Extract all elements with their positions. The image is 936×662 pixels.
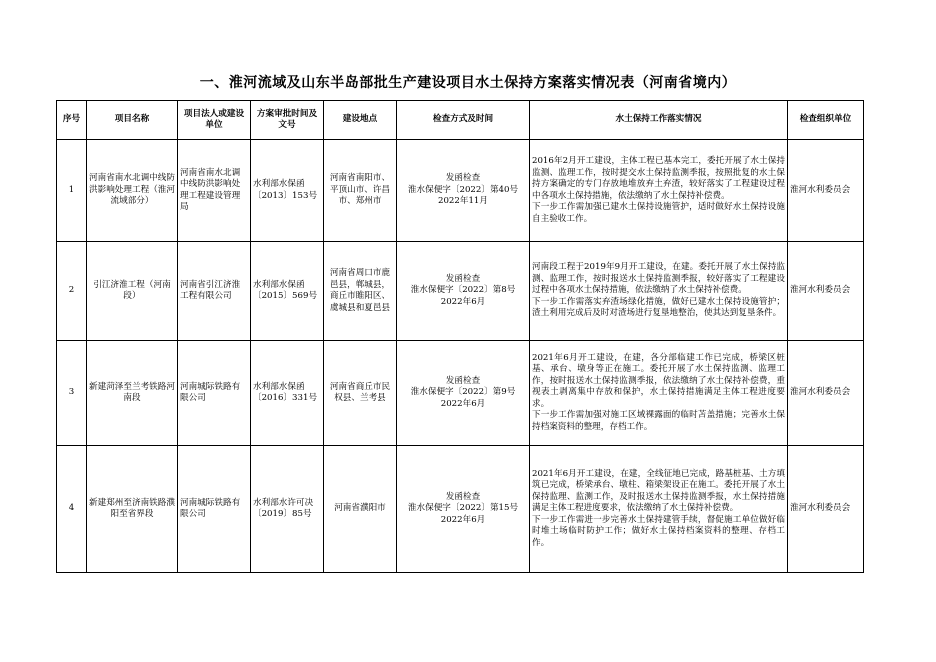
cell-status: [530, 341, 788, 446]
method-doc: 淮水保便字〔2022〕第40号: [407, 184, 519, 195]
status-paragraph: 2016年2月开工建设，主体工程已基本完工，委托开展了水土保持监测、监理工作，按时提交水土保持监测季报，按照批复的水土保持方案确定的专门存放地堆放弃土弃渣，较好落实了工程建设过程中各项水土保持措施，依法缴纳了水土保持补偿费。: [532, 156, 785, 201]
cell-org: 淮河水利委员会: [788, 242, 864, 341]
cell-location: 河南省周口市鹿邑县，郸城县，商丘市睢阳区、虞城县和夏邑县: [324, 242, 397, 341]
header-no: 序号: [57, 101, 87, 140]
cell-approval: 水利部水许可决〔2019〕85号: [251, 446, 324, 573]
table-row: [57, 446, 864, 573]
method-type: 发函检查: [445, 491, 481, 502]
header-approval: 方案审批时间及文号: [251, 101, 324, 140]
header-name: 项目名称: [87, 101, 178, 140]
method-type: 发函检查: [445, 375, 481, 386]
cell-method: [397, 242, 530, 341]
method-date: 2022年6月: [440, 398, 486, 409]
status-next-steps: 下一步工作需加强对施工区域裸露面的临时苫盖措施；完善水土保持档案资料的整理，存档工作。: [532, 410, 785, 432]
cell-name: 新建菏泽至兰考铁路河南段: [87, 341, 178, 446]
status-paragraph: 2021年6月开工建设，在建，各分部临建工作已完成，桥梁区桩基、承台、墩身等正在施工。委托开展了水土保持监测、监理工作，按时报送水土保持监测季报，依法缴纳了水土保持补偿费，重视表土剥离集中存放和保护，水土保持措施满足主体工程进度要求。: [532, 352, 785, 409]
status-paragraph: 2021年6月开工建设，在建，全线征地已完成，路基桩基、土方填筑已完成，桥梁承台、墩柱、箱梁架设正在施工。委托开展了水土保持监理、监测工作，及时报送水土保持监测季报，水土保持措施满足主体工程进度要求，依法缴纳了水土保持补偿费。: [532, 468, 785, 514]
cell-owner: 河南城际铁路有限公司: [178, 446, 251, 573]
method-type: 发函检查: [445, 273, 481, 284]
cell-approval: 水利部水保函〔2013〕153号: [251, 140, 324, 242]
cell-name: 河南省南水北调中线防洪影响处理工程（淮河流域部分）: [87, 140, 178, 242]
status-next-steps: 下一步工作需进一步完善水土保持建管手续，督促施工单位做好临时堆土场临时防护工作；做好水土保持档案资料的整理、存档工作。: [532, 514, 785, 548]
method-doc: 淮水保便字〔2022〕第9号: [410, 387, 516, 398]
header-location: 建设地点: [324, 101, 397, 140]
cell-approval: 水利部水保函〔2016〕331号: [251, 341, 324, 446]
cell-status: [530, 242, 788, 341]
method-doc: 淮水保便字〔2022〕第8号: [410, 285, 516, 296]
cell-owner: 河南省引江济淮工程有限公司: [178, 242, 251, 341]
cell-name: 新建郑州至济南铁路濮阳至省界段: [87, 446, 178, 573]
cell-status: [530, 140, 788, 242]
cell-no: 4: [57, 446, 87, 573]
method-date: 2022年6月: [440, 296, 486, 307]
method-date: 2022年11月: [438, 196, 488, 207]
cell-status: [530, 446, 788, 573]
cell-method: [397, 341, 530, 446]
cell-org: 淮河水利委员会: [788, 140, 864, 242]
table-row: [57, 242, 864, 341]
header-method: 检查方式及时间: [397, 101, 530, 140]
cell-owner: 河南城际铁路有限公司: [178, 341, 251, 446]
header-org: 检查组织单位: [788, 101, 864, 140]
cell-no: 3: [57, 341, 87, 446]
cell-name: 引江济淮工程（河南段）: [87, 242, 178, 341]
cell-location: 河南省南阳市、平顶山市、许昌市、郑州市: [324, 140, 397, 242]
header-status: 水土保持工作落实情况: [530, 101, 788, 140]
status-paragraph: 河南段工程于2019年9月开工建设，在建。委托开展了水土保持监测、监理工作，按时报送水土保持监测季报，较好落实了工程建设过程中各项水土保持措施，依法缴纳了水土保持补偿费。: [532, 262, 785, 296]
cell-org: 淮河水利委员会: [788, 446, 864, 573]
inspection-table: [56, 100, 864, 573]
table-row: [57, 341, 864, 446]
header-owner: 项目法人或建设单位: [178, 101, 251, 140]
cell-location: 河南省商丘市民权县、兰考县: [324, 341, 397, 446]
cell-no: 2: [57, 242, 87, 341]
status-next-steps: 下一步工作需加强已建水土保持设施管护，适时做好水土保持设施自主验收工作。: [532, 202, 785, 224]
cell-location: 河南省濮阳市: [324, 446, 397, 573]
cell-no: 1: [57, 140, 87, 242]
status-next-steps: 下一步工作需落实弃渣场绿化措施，做好已建水土保持设施管护；渣土利用完成后及时对渣场进行复垦地整治，使其达到复垦条件。: [532, 296, 785, 319]
page-title: 一、淮河流域及山东半岛部批生产建设项目水土保持方案落实情况表（河南省境内）: [199, 75, 737, 91]
cell-approval: 水利部水保函〔2015〕569号: [251, 242, 324, 341]
cell-method: [397, 446, 530, 573]
header-row: [57, 101, 864, 140]
method-doc: 淮水保便字〔2022〕第15号: [407, 503, 519, 514]
cell-org: 淮河水利委员会: [788, 341, 864, 446]
method-type: 发函检查: [445, 173, 481, 184]
cell-owner: 河南省南水北调中线防洪影响处理工程建设管理局: [178, 140, 251, 242]
method-date: 2022年6月: [440, 514, 486, 525]
cell-method: [397, 140, 530, 242]
table-row: [57, 140, 864, 242]
